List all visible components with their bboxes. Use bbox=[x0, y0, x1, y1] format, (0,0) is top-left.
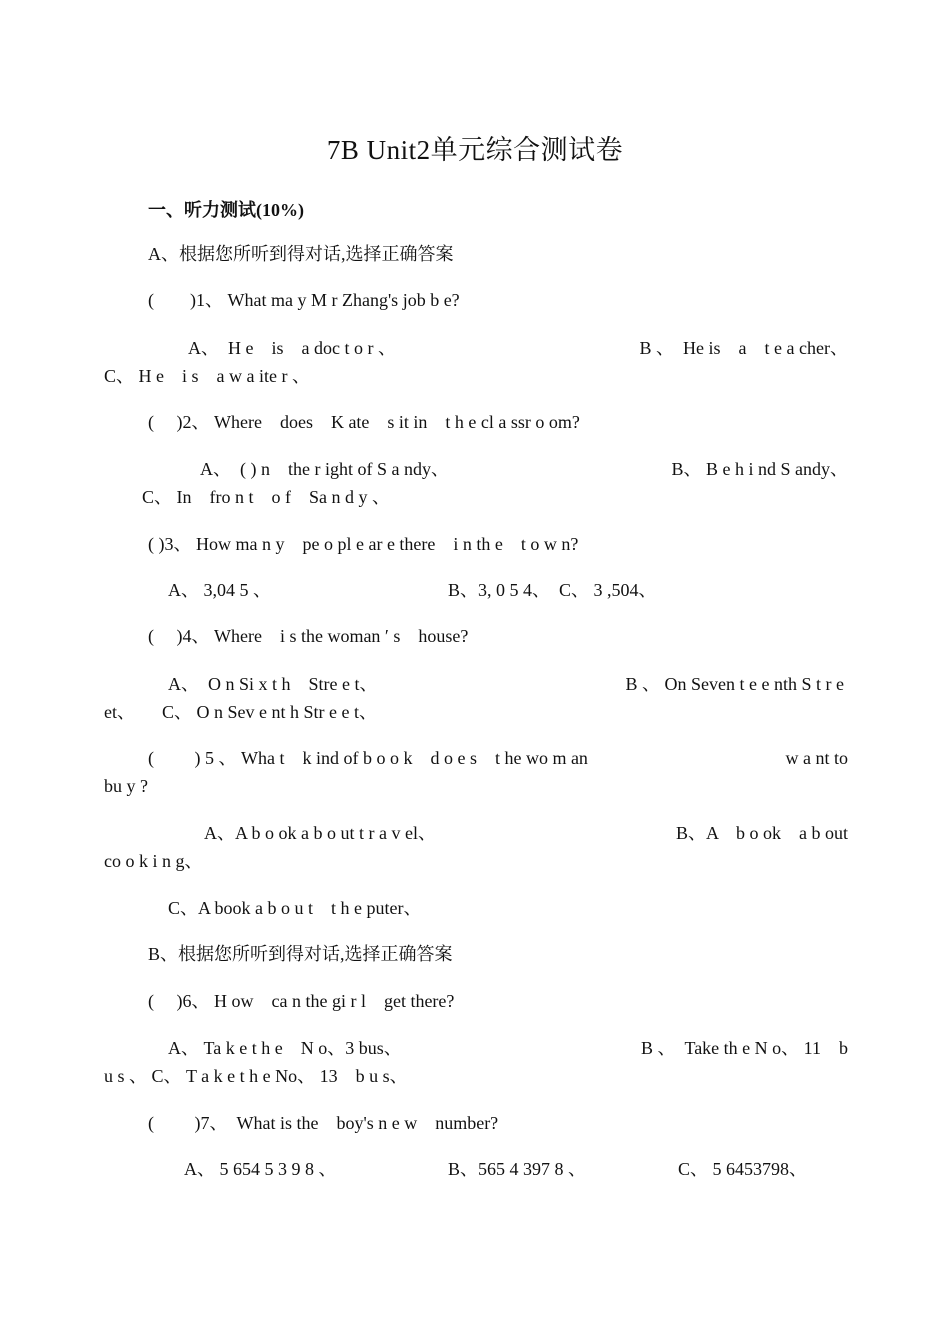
question-2-stem: ( )2、 Where does K ate s it in t h e cl a ssr o om? bbox=[148, 412, 580, 432]
question-5-option-c: C、A book a b o u t t h e puter、 bbox=[168, 898, 422, 918]
question-1-option-c: C、 H e i s a w a ite r 、 bbox=[104, 366, 310, 386]
question-3-option-a: A、 3,04 5 、 bbox=[168, 580, 271, 600]
question-5-stem-row2: bu y ? bbox=[104, 776, 148, 796]
question-5-stem-row1 bbox=[148, 744, 848, 772]
question-5-option-a: A、A b o ok a b o ut t r a v el、 bbox=[204, 823, 436, 843]
question-5-option-b: B、A b o ok a b out bbox=[675, 823, 848, 843]
question-6-option-a: A、 Ta k e t h e N o、3 bus、 bbox=[168, 1038, 402, 1058]
part-b-instruction: B、根据您所听到得对话,选择正确答案 bbox=[148, 944, 453, 964]
question-3-options-bc: B、3, 0 5 4、 C、 3 ,504、 bbox=[448, 580, 657, 600]
exam-title: 7B Unit2单元综合测试卷 bbox=[326, 135, 624, 165]
question-4-option-b: B 、 On Seven t e e nth S t r e bbox=[625, 674, 844, 694]
question-1-option-b: B 、 He is a t e a cher、 bbox=[639, 338, 848, 358]
question-4-stem: ( )4、 Where i s the woman ′ s house? bbox=[148, 626, 469, 646]
question-2-option-a: A、 ( ) n the r ight of S a ndy、 bbox=[200, 459, 449, 479]
question-2-options-row1 bbox=[200, 455, 848, 483]
question-7-option-a: A、 5 654 5 3 9 8 、 bbox=[184, 1159, 337, 1179]
question-7-option-c: C、 5 6453798、 bbox=[678, 1159, 808, 1179]
question-6-option-b: B 、 Take th e N o、 11 b bbox=[640, 1038, 848, 1058]
question-3-stem: ( )3、 How ma n y pe o pl e ar e there i n th e t o w n? bbox=[148, 534, 579, 554]
question-5-options-row1 bbox=[204, 819, 848, 847]
question-6-option-c: u s 、 C、 T a k e t h e No、 13 b u s、 bbox=[104, 1066, 408, 1086]
question-6-stem: ( )6、 H ow ca n the gi r l get there? bbox=[148, 991, 455, 1011]
question-2-option-b: B、 B e h i nd S andy、 bbox=[671, 459, 848, 479]
question-4-option-c: et、 C、 O n Sev e nt h Str e e t、 bbox=[104, 702, 377, 722]
question-5-stem-part1: ( ) 5 、 Wha t k ind of b o o k d o e s t he wo m an bbox=[148, 748, 588, 768]
question-1-options-row1 bbox=[188, 334, 848, 362]
question-4-options-row1 bbox=[168, 670, 844, 698]
question-5-stem-part2: w a nt to bbox=[785, 748, 848, 768]
question-5-option-b-cont: co o k i n g、 bbox=[104, 851, 203, 871]
question-4-option-a: A、 O n Si x t h Stre e t、 bbox=[168, 674, 378, 694]
question-7-stem: ( )7、 What is the boy's n e w number? bbox=[148, 1113, 499, 1133]
question-1-option-a: A、 H e is a doc t o r 、 bbox=[188, 338, 396, 358]
question-1-stem: ( )1、 What ma y M r Zhang's job b e? bbox=[148, 290, 460, 310]
part-a-instruction: A、根据您所听到得对话,选择正确答案 bbox=[148, 244, 454, 264]
question-6-options-row1 bbox=[168, 1034, 848, 1062]
section-heading-listening: 一、听力测试(10%) bbox=[148, 200, 304, 220]
question-7-option-b: B、565 4 397 8 、 bbox=[448, 1159, 587, 1179]
question-2-option-c: C、 In fro n t o f Sa n d y 、 bbox=[142, 487, 390, 507]
